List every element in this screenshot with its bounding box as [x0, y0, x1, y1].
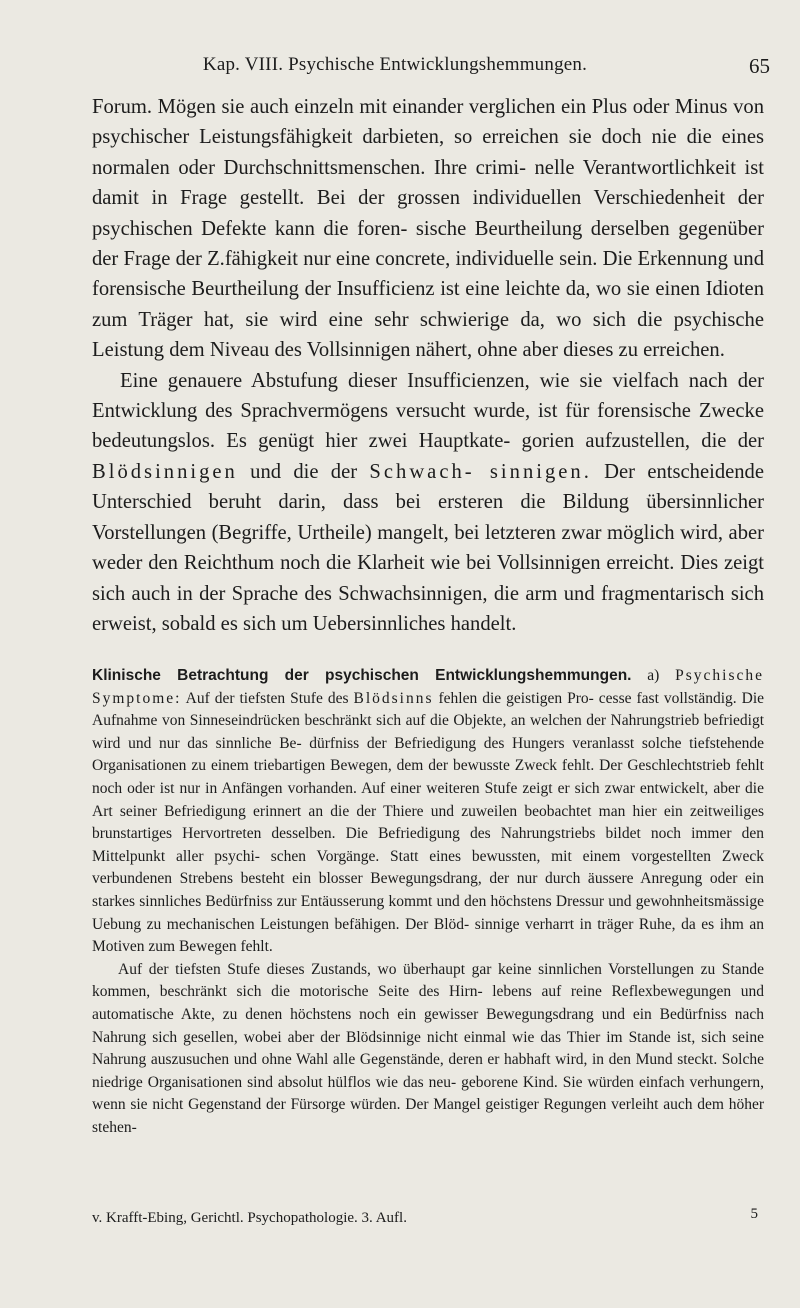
paragraph-2-part-b: und die der: [250, 460, 358, 483]
footer-citation: v. Krafft-Ebing, Gerichtl. Psychopathologie. 3. Aufl.: [92, 1210, 407, 1226]
signature-mark: 5: [750, 1206, 758, 1222]
subsection-letter: a): [647, 667, 660, 684]
running-title: Kap. VIII. Psychische Entwicklungshemmungen.: [202, 54, 588, 75]
small-print-section: [92, 665, 764, 1139]
page-header: [90, 54, 770, 84]
page-number: 65: [749, 54, 770, 78]
term-bloedsinns: Blödsinns: [353, 689, 434, 707]
paragraph-2-part-a: Eine genauere Abstufung dieser Insufficienzen, wie sie vielfach nach der Entwicklung des Sprachvermögens versucht wurde, ist für forensische Zwecke bedeutungslos. Es genügt hier zwei Hauptkate- gorien aufzustellen, die der: [92, 369, 764, 453]
term-schwachsinnigen: Schwach- sinnigen.: [369, 460, 592, 483]
small-paragraph-2: Auf der tiefsten Stufe dieses Zustands, wo überhaupt gar keine sinnlichen Vorstellungen zu Stande kommen, beschränkt sich die motorische Seite des Hirn- lebens auf reine Reflexbewegungen und automatische Akte, zu denen höchstens noch ein gewisser Bewegungsdrang und ein Bedürfniss nach Nahrung sich gesellen, wobei aber der Blödsinnige nicht einmal wie das Thier im Stande ist, sich seine Nahrung auszusuchen und ohne Wahl alle Gegenstände, deren er habhaft wird, in den Mund steckt. Solche niedrige Organisationen sind absolut hülflos wie das neu- geborene Kind. Sie würden einfach verhungern, wenn sie nicht Gegenstand der Fürsorge würden. Der Mangel geistiger Regungen verleiht auch dem höher stehen-: [92, 960, 764, 1136]
main-text: [92, 92, 764, 639]
small-paragraph-1-part-a: Auf der tiefsten Stufe des: [185, 689, 349, 707]
subsection-label: Psychische Symptome:: [92, 667, 765, 707]
small-paragraph-1: [92, 665, 764, 959]
paragraph-2-part-c: Der entscheidende Unterschied beruht darin, dass bei ersteren die Bildung übersinnlicher Vorstellungen (Begriffe, Urtheile) mangelt, bei letzteren zwar möglich wird, aber weder den Reichthum noch die Klarheit wie bei Vollsinnigen erreicht. Dies zeigt sich auch in der Sprache des Schwachsinnigen, die arm und fragmentarisch sich erweist, sobald es sich um Uebersinnliches handelt.: [92, 460, 764, 635]
section-heading: Klinische Betrachtung der psychischen Entwicklungshemmungen.: [92, 667, 632, 684]
term-bloedsinnigen: Blödsinnigen: [92, 460, 238, 483]
small-paragraph-1-part-b: fehlen die geistigen Pro- cesse fast vollständig. Die Aufnahme von Sinneseindrücken beschränkt sich auf die Objekte, an welchen der Nahrungstrieb befriedigt wird und nur das sinnliche Be- dürfniss der Befriedigung des Hungers veranlasst solche tiefstehende Organisationen zu einem triebartigen Bewegen, dem der bewusste Zweck fehlt. Der Geschlechtstrieb fehlt noch oder ist nur in Anfängen vorhanden. Auf einer weiteren Stufe zeigt er sich zwar entwickelt, aber die Art seiner Befriedigung erinnert an die der Thiere und zuweilen beobachtet man hier ein zeitweiliges brunstartiges Hervortreten desselben. Die Befriedigung des Nahrungstriebs bildet noch immer den Mittelpunkt aller psychi- schen Vorgänge. Statt eines bewussten, mit einem vorgestellten Zweck verbundenen Strebens besteht ein blosser Bewegungsdrang, der nur durch äussere Anregung oder ein starkes sinnliches Bedürfniss zur Entäusserung kommt und den höchstens Dressur und gewohnheitsmässige Uebung zu mechanischen Leistungen befähigen. Der Blöd- sinnige verharrt in träger Ruhe, da es ihm an Motiven zum Bewegen fehlt.: [92, 689, 765, 956]
paragraph-1: Forum. Mögen sie auch einzeln mit einander verglichen ein Plus oder Minus von psychischer Leistungsfähigkeit darbieten, so erreichen sie doch nie die eines normalen oder Durchschnittsmenschen. Ihre crimi- nelle Verantwortlichkeit ist damit in Frage gestellt. Bei der grossen individuellen Verschiedenheit der psychischen Defekte kann die foren- sische Beurtheilung derselben gegenüber der Frage der Z.fähigkeit nur eine concrete, individuelle sein. Die Erkennung und forensische Beurtheilung der Insufficienz ist eine leichte da, wo sie einen Idioten zum Träger hat, sie wird eine sehr schwierige da, wo sich die psychische Leistung dem Niveau des Vollsinnigen nähert, ohne aber dieses zu erreichen.: [92, 96, 764, 362]
page-footer: [92, 1206, 764, 1227]
paragraph-2: [92, 366, 764, 640]
